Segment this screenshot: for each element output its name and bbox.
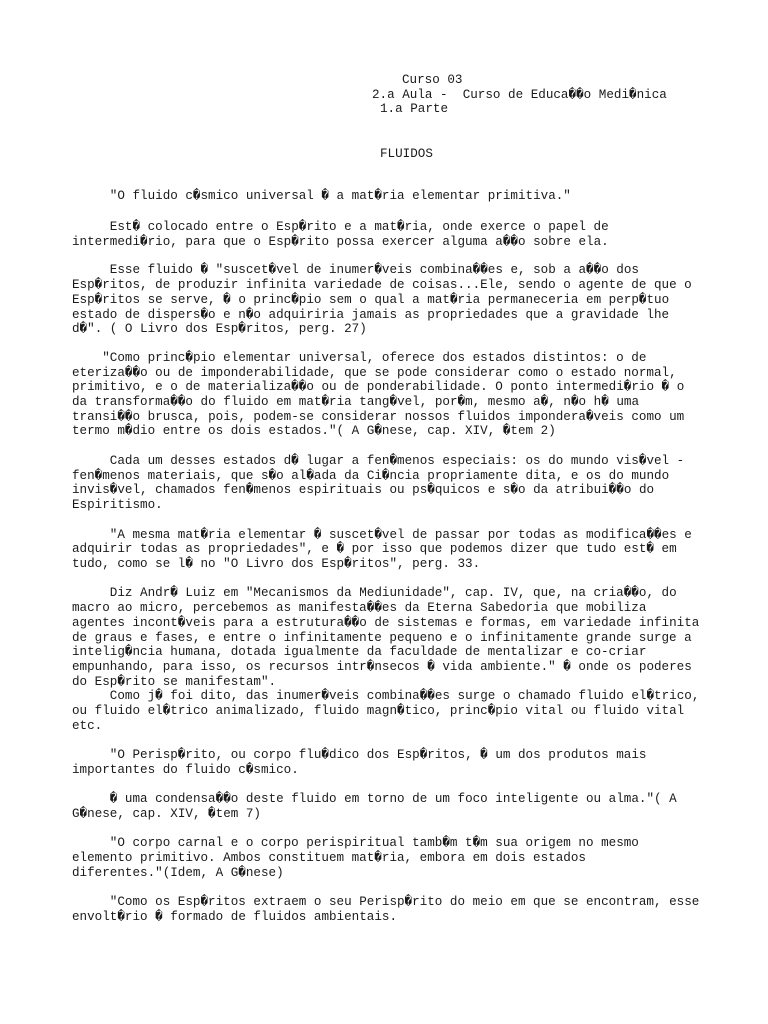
paragraph-line: da transforma��o do fluido em mat�ria tang�vel, por�m, mesmo a�, n�o h� uma — [72, 395, 640, 409]
paragraph-line: Como j� foi dito, das inumer�veis combina��es surge o chamado fluido el�trico, — [72, 689, 700, 703]
paragraph-line: termo m�dio entre os dois estados."( A G�nese, cap. XIV, �tem 2) — [72, 424, 556, 438]
paragraph-line: empunhando, para isso, os recursos intr�nsecos � vida ambiente." � onde os poderes — [72, 660, 692, 674]
paragraph-line: Esse fluido � "suscet�vel de inumer�veis combina��es e, sob a a��o dos — [72, 263, 639, 277]
paragraph-line: "Como os Esp�ritos extraem o seu Perisp�rito do meio em que se encontram, esse — [72, 895, 700, 909]
paragraph-line: estado de dispers�o e n�o adquiriria jamais as propriedades que a gravidade lhe — [72, 308, 670, 322]
paragraph-line: adquirir todas as propriedades", e � por isso que podemos dizer que tudo est� em — [72, 542, 677, 556]
paragraph-line: eteriza��o ou de imponderabilidade, que se pode considerar como o estado normal, — [72, 366, 677, 380]
paragraph-line: diferentes."(Idem, A G�nese) — [72, 866, 284, 880]
paragraph-line: "O fluido c�smico universal � a mat�ria elementar primitiva." — [72, 189, 571, 203]
paragraph-line: Cada um desses estados d� lugar a fen�menos especiais: os do mundo vis�vel - — [72, 454, 685, 468]
paragraph-line: primitivo, e o de materializa��o ou de ponderabilidade. O ponto intermedi�rio � o — [72, 380, 685, 394]
paragraph-line: Espiritismo. — [72, 498, 163, 512]
paragraph-line: Diz Andr� Luiz em "Mecanismos da Mediunidade", cap. IV, que, na cria��o, do — [72, 586, 677, 600]
paragraph-line: ou fluido el�trico animalizado, fluido magn�tico, princ�pio vital ou fluido vital — [72, 704, 685, 718]
document-title: FLUIDOS — [380, 147, 433, 161]
paragraph-line: intelig�ncia humana, dotada igualmente da faculdade de mentalizar e co-criar — [72, 645, 647, 659]
paragraph-line: Esp�ritos se serve, � o princ�pio sem o qual a mat�ria permaneceria em perp�tuo — [72, 293, 670, 307]
paragraph-line: agentes incont�veis para a estrutura��o de sistemas e formas, em variedade infinita — [72, 616, 700, 630]
paragraph-line: "O Perisp�rito, ou corpo flu�dico dos Esp�ritos, � um dos produtos mais — [72, 748, 647, 762]
paragraph-line: � uma condensa��o deste fluido em torno de um foco inteligente ou alma."( A — [72, 792, 677, 806]
paragraph-line: d�". ( O Livro dos Esp�ritos, perg. 27) — [72, 322, 367, 336]
paragraph-line: Est� colocado entre o Esp�rito e a mat�ria, onde exerce o papel de — [72, 220, 609, 234]
paragraph-line: "A mesma mat�ria elementar � suscet�vel de passar por todas as modifica��es e — [72, 528, 692, 542]
paragraph-line: Esp�ritos, de produzir infinita variedade de coisas...Ele, sendo o agente de que o — [72, 278, 692, 292]
paragraph-line: "O corpo carnal e o corpo perispiritual tamb�m t�m sua origem no mesmo — [72, 836, 639, 850]
header-lesson: 2.a Aula - Curso de Educa��o Medi�nica — [372, 88, 667, 102]
paragraph-line: fen�menos materiais, que s�o al�ada da Ci�ncia propriamente dita, e os do mundo — [72, 469, 670, 483]
paragraph-line: invis�vel, chamados fen�menos espirituais ou ps�quicos e s�o da atribui��o do — [72, 483, 655, 497]
paragraph-line: importantes do fluido c�smico. — [72, 763, 299, 777]
header-part: 1.a Parte — [380, 102, 449, 116]
paragraph-line: do Esp�rito se manifestam". — [72, 675, 277, 689]
paragraph-line: intermedi�rio, para que o Esp�rito possa exercer alguma a��o sobre ela. — [72, 235, 609, 249]
paragraph-line: macro ao micro, percebemos as manifesta��es da Eterna Sabedoria que mobiliza — [72, 601, 647, 615]
header-course: Curso 03 — [402, 73, 463, 87]
paragraph-line: transi��o brusca, pois, podem-se considerar nossos fluidos impondera�veis como um — [72, 410, 685, 424]
paragraph-line: elemento primitivo. Ambos constituem mat�ria, embora em dois estados — [72, 851, 586, 865]
paragraph-line: envolt�rio � formado de fluidos ambientais. — [72, 910, 398, 924]
paragraph-line: tudo, como se l� no "O Livro dos Esp�ritos", perg. 33. — [72, 557, 481, 571]
paragraph-line: etc. — [72, 719, 103, 733]
paragraph-line: G�nese, cap. XIV, �tem 7) — [72, 807, 261, 821]
paragraph-line: de graus e fases, e entre o infinitamente pequeno e o infinitamente grande surge a — [72, 631, 692, 645]
paragraph-line: "Como princ�pio elementar universal, oferece dos estados distintos: o de — [72, 351, 647, 365]
